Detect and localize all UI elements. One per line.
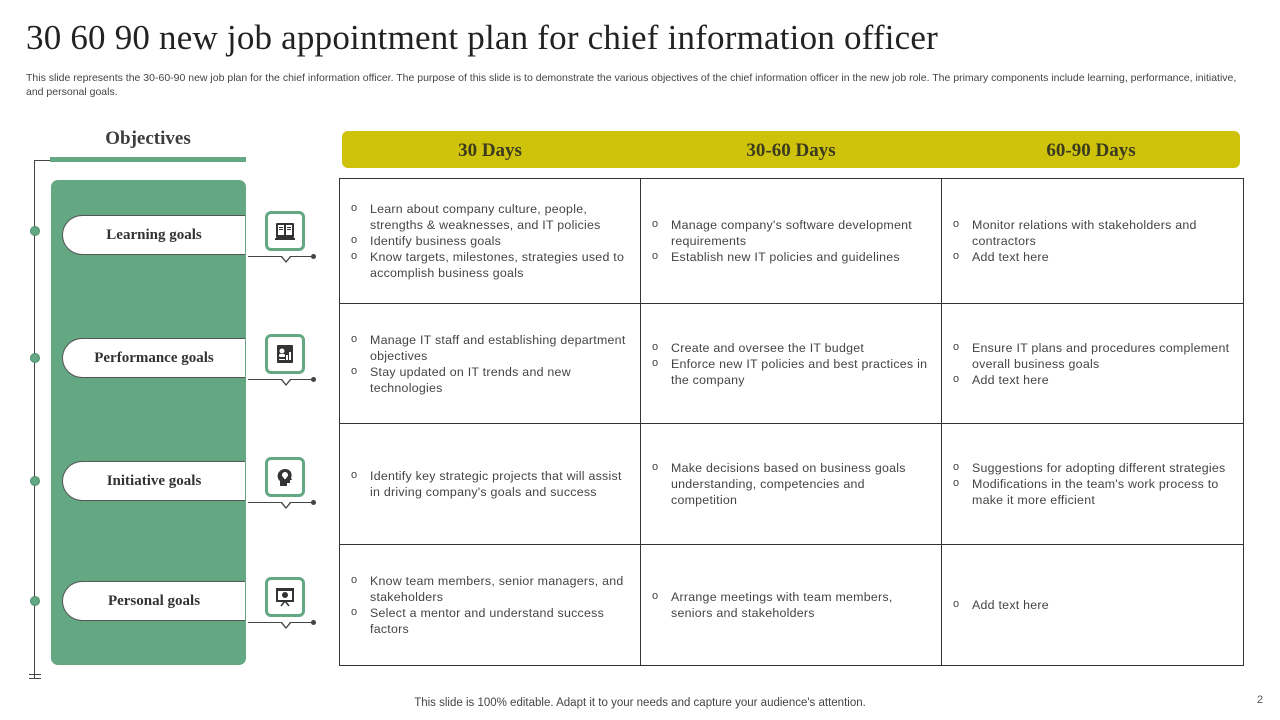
bullet-item: o Manage company's software development requirements — [651, 217, 929, 249]
table-cell — [641, 179, 941, 303]
table-cell — [340, 304, 640, 423]
connector-end-dot — [311, 377, 316, 382]
table-cell — [641, 304, 941, 423]
timeline-end-tick — [29, 674, 41, 675]
bullet-item: o Add text here — [952, 249, 1231, 265]
bullet-item: o Know targets, milestones, strategies used to accomplish business goals — [350, 249, 628, 281]
objective-initiative-goals: Initiative goals — [62, 461, 245, 501]
objectives-heading: Objectives — [105, 128, 191, 149]
footer-note — [0, 697, 1280, 709]
header-60-90-days: 60-90 Days — [1046, 140, 1136, 161]
presentation-board-icon — [265, 577, 305, 617]
connector-end-dot — [311, 500, 316, 505]
timeline-end-tick — [29, 678, 41, 679]
table-cell — [942, 304, 1243, 423]
bullet-item: o Add text here — [952, 372, 1231, 388]
bullet-list — [952, 340, 1231, 388]
header-30-days: 30 Days — [458, 140, 522, 161]
bullet-list — [350, 573, 628, 637]
bullet-item: o Manage IT staff and establishing department objectives — [350, 332, 628, 364]
timeline-dot — [30, 476, 40, 486]
bullet-list — [350, 332, 628, 396]
table-cell — [340, 179, 640, 303]
performance-chart-icon — [265, 334, 305, 374]
objective-performance-goals: Performance goals — [62, 338, 245, 378]
table-cell — [340, 424, 640, 544]
bullet-list — [350, 468, 628, 500]
bullet-item: o Identify key strategic projects that will assist in driving company's goals and success — [350, 468, 628, 500]
slide-title: 30 60 90 new job appointment plan for chief information officer — [26, 18, 938, 57]
bullet-item: o Monitor relations with stakeholders and contractors — [952, 217, 1231, 249]
connector-end-dot — [311, 254, 316, 259]
objectives-underline — [50, 157, 246, 162]
header-30-60-days: 30-60 Days — [746, 140, 836, 161]
connector-end-dot — [311, 620, 316, 625]
timeline-dot — [30, 226, 40, 236]
objective-personal-goals: Personal goals — [62, 581, 245, 621]
bullet-list — [651, 460, 929, 508]
bullet-list — [952, 217, 1231, 265]
bullet-item: o Make decisions based on business goals understanding, competencies and competition — [651, 460, 929, 508]
bullet-list — [350, 201, 628, 281]
table-cell — [942, 179, 1243, 303]
bullet-item: o Know team members, senior managers, and stakeholders — [350, 573, 628, 605]
timeline-dot — [30, 596, 40, 606]
bullet-item: o Arrange meetings with team members, seniors and stakeholders — [651, 589, 929, 621]
footer-text: This slide is 100% editable. Adapt it to your needs and capture your audience's attention. — [414, 697, 866, 709]
bullet-item: o Learn about company culture, people, strengths & weaknesses, and IT policies — [350, 201, 628, 233]
table-cell — [641, 545, 941, 665]
bullet-item: o Enforce new IT policies and best practices in the company — [651, 356, 929, 388]
bullet-item: o Establish new IT policies and guidelines — [651, 249, 929, 265]
timeline-dot — [30, 353, 40, 363]
bullet-item: o Ensure IT plans and procedures complement overall business goals — [952, 340, 1231, 372]
bullet-item: o Create and oversee the IT budget — [651, 340, 929, 356]
bullet-item: o Select a mentor and understand success factors — [350, 605, 628, 637]
bullet-list — [952, 597, 1231, 613]
bullet-item: o Modifications in the team's work process to make it more efficient — [952, 476, 1231, 508]
head-idea-icon — [265, 457, 305, 497]
table-cell — [942, 424, 1243, 544]
page-number: 2 — [1257, 694, 1264, 706]
bullet-list — [651, 340, 929, 388]
bullet-list — [952, 460, 1231, 508]
table-cell — [942, 545, 1243, 665]
timeline-top-connector — [34, 160, 50, 161]
table-cell — [340, 545, 640, 665]
slide-description: This slide represents the 30-60-90 new job plan for the chief information officer. The purpose of this slide is to demonstrate the various objectives of the chief information officer in the new job role. The primary components include learning, performance, initiative, and personal goals. — [26, 72, 1237, 98]
table-cell — [641, 424, 941, 544]
bullet-item: o Identify business goals — [350, 233, 628, 249]
bullet-list — [651, 589, 929, 621]
book-icon — [265, 211, 305, 251]
bullet-item: o Stay updated on IT trends and new technologies — [350, 364, 628, 396]
bullet-list — [651, 217, 929, 265]
objective-learning-goals: Learning goals — [62, 215, 245, 255]
bullet-item: o Suggestions for adopting different strategies — [952, 460, 1231, 476]
bullet-item: o Add text here — [952, 597, 1231, 613]
